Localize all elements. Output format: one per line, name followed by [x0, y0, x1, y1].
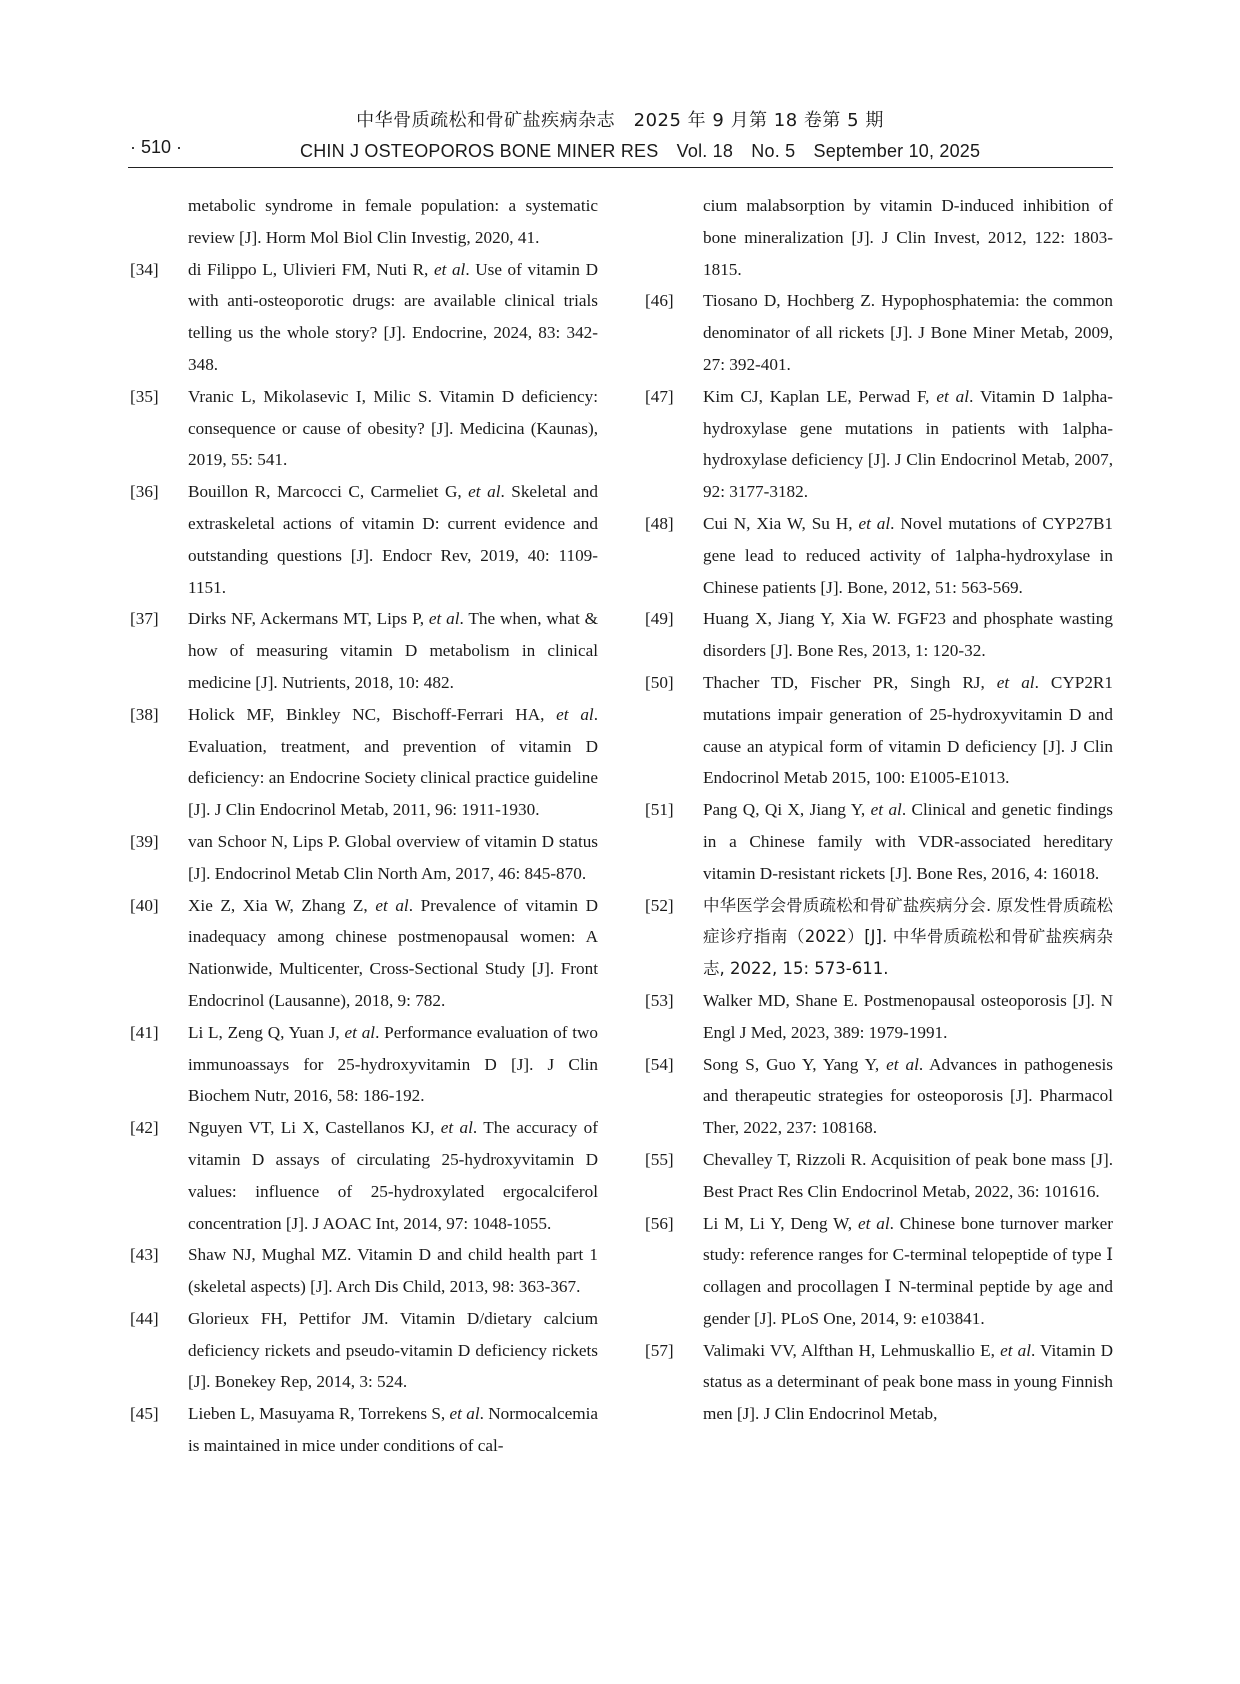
reference-item: [645, 508, 1113, 603]
reference-number: [49]: [645, 609, 674, 629]
header-divider: [128, 167, 1113, 168]
reference-citation: Dirks NF, Ackermans MT, Lips P,: [188, 609, 429, 629]
reference-citation: 中华医学会骨质疏松和骨矿盐疾病分会. 原发性骨质疏松症诊疗指南（2022）[J]. 中华骨质疏松和骨矿盐疾病杂志, 2022, 15: 573-611.: [703, 895, 1113, 979]
page-number: · 510 ·: [130, 137, 183, 157]
et-al-italic: et al: [428, 609, 460, 629]
reference-citation-rest: . Prevalence of vitamin D inadequacy among chinese postmenopausal women: A Nationwide, Multicenter, Cross-Sectional Study [J]. Front Endocrinol (Lausanne), 2018, 9: 782.: [188, 895, 598, 1010]
reference-item: [645, 381, 1113, 508]
reference-number: [48]: [645, 513, 674, 533]
reference-citation-rest: . Advances in pathogenesis and therapeutic strategies for osteoporosis [J]. Pharmacol Ther, 2022, 237: 108168.: [703, 1054, 1113, 1138]
reference-number: [35]: [130, 386, 159, 406]
reference-number: [39]: [130, 831, 159, 851]
reference-text: [703, 508, 1113, 603]
reference-citation-rest: . Vitamin D 1alpha-hydroxylase gene mutations in patients with 1alpha-hydroxylase deficiency [J]. J Clin Endocrinol Metab, 2007, 92: 3177-3182.: [703, 386, 1113, 502]
references-left-column: [130, 190, 598, 1462]
et-al-italic: et al: [857, 1213, 890, 1233]
reference-text: [703, 1144, 1113, 1208]
reference-number: [43]: [130, 1245, 159, 1265]
et-al-italic: et al: [936, 386, 970, 406]
reference-number: [34]: [130, 259, 159, 279]
reference-number: [51]: [645, 800, 674, 820]
reference-text: [188, 890, 598, 1017]
reference-item: [130, 890, 598, 1017]
reference-citation: Valimaki VV, Alfthan H, Lehmuskallio E,: [703, 1340, 1001, 1360]
reference-text: [188, 603, 598, 698]
reference-number: [45]: [130, 1404, 159, 1424]
reference-citation-rest: . Chinese bone turnover marker study: reference ranges for C-terminal telopeptide of type Ⅰ collagen and procollagen Ⅰ N-terminal peptide by age and gender [J]. PLoS One, 2014, 9: e103841.: [703, 1213, 1113, 1328]
et-al-italic: et al: [449, 1404, 480, 1424]
reference-citation: Walker MD, Shane E. Postmenopausal osteoporosis [J]. N Engl J Med, 2023, 389: 1979-1991.: [703, 990, 1113, 1042]
reference-citation-rest: . Normocalcemia is maintained in mice under conditions of cal-: [188, 1404, 598, 1456]
reference-number: [52]: [645, 895, 674, 915]
reference-citation: van Schoor N, Lips P. Global overview of vitamin D status [J]. Endocrinol Metab Clin North Am, 2017, 46: 845-870.: [188, 831, 598, 883]
reference-citation: Song S, Guo Y, Yang Y,: [703, 1054, 887, 1074]
et-al-italic: et al: [1000, 1340, 1032, 1360]
reference-number: [40]: [130, 895, 159, 915]
reference-item: [130, 1112, 598, 1239]
reference-item: [130, 1398, 598, 1462]
reference-number: [42]: [130, 1118, 159, 1138]
reference-text: [188, 1112, 598, 1239]
reference-number: [50]: [645, 672, 674, 692]
reference-text: [703, 985, 1113, 1049]
reference-citation: Holick MF, Binkley NC, Bischoff-Ferrari HA,: [188, 704, 557, 724]
reference-citation: Xie Z, Xia W, Zhang Z,: [188, 895, 376, 915]
reference-citation: Li M, Li Y, Deng W,: [703, 1213, 858, 1233]
reference-text: [703, 890, 1113, 985]
reference-citation-rest: . The accuracy of vitamin D assays of circulating 25-hydroxyvitamin D values: influence of 25-hydroxylated ergocalciferol concentration [J]. J AOAC Int, 2014, 97: 1048-1055.: [188, 1118, 598, 1233]
reference-citation: cium malabsorption by vitamin D-induced inhibition of bone mineralization [J]. J Clin Invest, 2012, 122: 1803-1815.: [703, 196, 1113, 279]
reference-citation: Pang Q, Qi X, Jiang Y,: [703, 800, 871, 820]
et-al-italic: et al: [344, 1022, 376, 1042]
reference-number: [46]: [645, 291, 674, 311]
reference-citation: Vranic L, Mikolasevic I, Milic S. Vitamin D deficiency: consequence or cause of obesity? [J]. Medicina (Kaunas), 2019, 55: 541.: [188, 386, 598, 470]
reference-text: [703, 1208, 1113, 1335]
reference-item: [645, 794, 1113, 889]
reference-item: [645, 890, 1113, 985]
reference-number: [53]: [645, 990, 674, 1010]
reference-citation-rest: . Skeletal and extraskeletal actions of vitamin D: current evidence and outstanding questions [J]. Endocr Rev, 2019, 40: 1109-1151.: [188, 482, 598, 597]
reference-text: [703, 667, 1113, 794]
reference-text: [188, 1017, 598, 1112]
journal-title-english: CHIN J OSTEOPOROS BONE MINER RES Vol. 18 No. 5 September 10, 2025: [300, 141, 981, 161]
reference-text: [188, 381, 598, 476]
reference-item: [130, 190, 598, 254]
et-al-italic: et al: [870, 800, 902, 820]
reference-citation-rest: . The when, what & how of measuring vitamin D metabolism in clinical medicine [J]. Nutrients, 2018, 10: 482.: [188, 609, 598, 692]
reference-item: [130, 1303, 598, 1398]
reference-item: [130, 603, 598, 698]
reference-citation-rest: . Novel mutations of CYP27B1 gene lead to reduced activity of 1alpha-hydroxylase in Chinese patients [J]. Bone, 2012, 51: 563-569.: [703, 513, 1113, 597]
et-al-italic: et al: [375, 895, 409, 915]
reference-item: [130, 826, 598, 890]
reference-item: [130, 254, 598, 381]
reference-text: [703, 603, 1113, 667]
references-right-column: [645, 190, 1113, 1430]
et-al-italic: et al: [858, 513, 891, 533]
reference-item: [645, 1208, 1113, 1335]
reference-item: [645, 667, 1113, 794]
et-al-italic: et al: [886, 1054, 919, 1074]
reference-item: [645, 603, 1113, 667]
reference-item: [130, 1017, 598, 1112]
reference-citation-rest: . Use of vitamin D with anti-osteoporotic drugs: are available clinical trials telling us the whole story? [J]. Endocrine, 2024, 83: 342-348.: [188, 259, 598, 374]
reference-citation: Thacher TD, Fischer PR, Singh RJ,: [703, 672, 997, 692]
reference-item: [645, 1049, 1113, 1144]
reference-citation: Bouillon R, Marcocci C, Carmeliet G,: [188, 482, 469, 502]
et-al-italic: et al: [996, 672, 1035, 692]
reference-citation-rest: . Performance evaluation of two immunoassays for 25-hydroxyvitamin D [J]. J Clin Biochem Nutr, 2016, 58: 186-192.: [188, 1022, 598, 1106]
reference-item: [645, 285, 1113, 380]
reference-citation-rest: . Vitamin D status as a determinant of peak bone mass in young Finnish men [J]. J Clin Endocrinol Metab,: [703, 1340, 1113, 1424]
et-al-italic: et al: [556, 704, 594, 724]
reference-item: [645, 985, 1113, 1049]
reference-citation-rest: . Clinical and genetic findings in a Chinese family with VDR-associated hereditary vitamin D-resistant rickets [J]. Bone Res, 2016, 4: 16018.: [703, 800, 1113, 883]
reference-text: [703, 190, 1113, 285]
reference-text: [188, 699, 598, 826]
reference-citation: Tiosano D, Hochberg Z. Hypophosphatemia: the common denominator of all rickets [J]. J Bone Miner Metab, 2009, 27: 392-401.: [703, 291, 1113, 374]
reference-citation: Li L, Zeng Q, Yuan J,: [188, 1022, 345, 1042]
reference-number: [55]: [645, 1149, 674, 1169]
reference-text: [188, 254, 598, 381]
reference-item: [130, 1239, 598, 1303]
reference-number: [38]: [130, 704, 159, 724]
reference-text: [703, 1049, 1113, 1144]
reference-number: [57]: [645, 1340, 674, 1360]
reference-citation: Huang X, Jiang Y, Xia W. FGF23 and phosphate wasting disorders [J]. Bone Res, 2013, 1: 120-32.: [703, 609, 1113, 661]
reference-item: [130, 699, 598, 826]
reference-citation-rest: . Evaluation, treatment, and prevention of vitamin D deficiency: an Endocrine Society clinical practice guideline [J]. J Clin Endocrinol Metab, 2011, 96: 1911-1930.: [188, 704, 598, 820]
reference-citation: Lieben L, Masuyama R, Torrekens S,: [188, 1404, 450, 1424]
et-al-italic: et al: [440, 1118, 473, 1138]
reference-citation: Glorieux FH, Pettifor JM. Vitamin D/dietary calcium deficiency rickets and pseudo-vitamin D deficiency rickets [J]. Bonekey Rep, 2014, 3: 524.: [188, 1308, 598, 1392]
reference-item: [130, 381, 598, 476]
page-header: [0, 0, 1240, 175]
reference-citation: Chevalley T, Rizzoli R. Acquisition of peak bone mass [J]. Best Pract Res Clin Endocrinol Metab, 2022, 36: 101616.: [703, 1149, 1113, 1201]
reference-number: [47]: [645, 386, 674, 406]
reference-text: [188, 826, 598, 890]
reference-text: [188, 1398, 598, 1462]
reference-number: [41]: [130, 1022, 159, 1042]
reference-item: [645, 1335, 1113, 1430]
reference-citation: Shaw NJ, Mughal MZ. Vitamin D and child health part 1 (skeletal aspects) [J]. Arch Dis Child, 2013, 98: 363-367.: [188, 1245, 598, 1297]
reference-number: [44]: [130, 1308, 159, 1328]
reference-number: [36]: [130, 482, 159, 502]
reference-text: [703, 381, 1113, 508]
reference-citation: Nguyen VT, Li X, Castellanos KJ,: [188, 1118, 441, 1138]
reference-text: [703, 1335, 1113, 1430]
reference-number: [37]: [130, 609, 159, 629]
reference-item: [645, 190, 1113, 285]
reference-text: [188, 1303, 598, 1398]
et-al-italic: et al: [468, 482, 501, 502]
reference-number: [54]: [645, 1054, 674, 1074]
journal-title-chinese: 中华骨质疏松和骨矿盐疾病杂志 2025 年 9 月第 18 卷第 5 期: [356, 110, 884, 131]
reference-text: [188, 476, 598, 603]
reference-citation: metabolic syndrome in female population: a systematic review [J]. Horm Mol Biol Clin Investig, 2020, 41.: [188, 196, 598, 247]
reference-number: [56]: [645, 1213, 674, 1233]
reference-text: [188, 1239, 598, 1303]
reference-citation: Cui N, Xia W, Su H,: [703, 513, 859, 533]
reference-item: [130, 476, 598, 603]
reference-citation: di Filippo L, Ulivieri FM, Nuti R,: [188, 259, 434, 279]
reference-text: [188, 190, 598, 254]
reference-citation: Kim CJ, Kaplan LE, Perwad F,: [703, 386, 937, 406]
reference-text: [703, 794, 1113, 889]
reference-text: [703, 285, 1113, 380]
et-al-italic: et al: [433, 259, 466, 279]
reference-citation-rest: . CYP2R1 mutations impair generation of 25-hydroxyvitamin D and cause an atypical form of vitamin D deficiency [J]. J Clin Endocrinol Metab 2015, 100: E1005-E1013.: [703, 672, 1113, 788]
reference-item: [645, 1144, 1113, 1208]
